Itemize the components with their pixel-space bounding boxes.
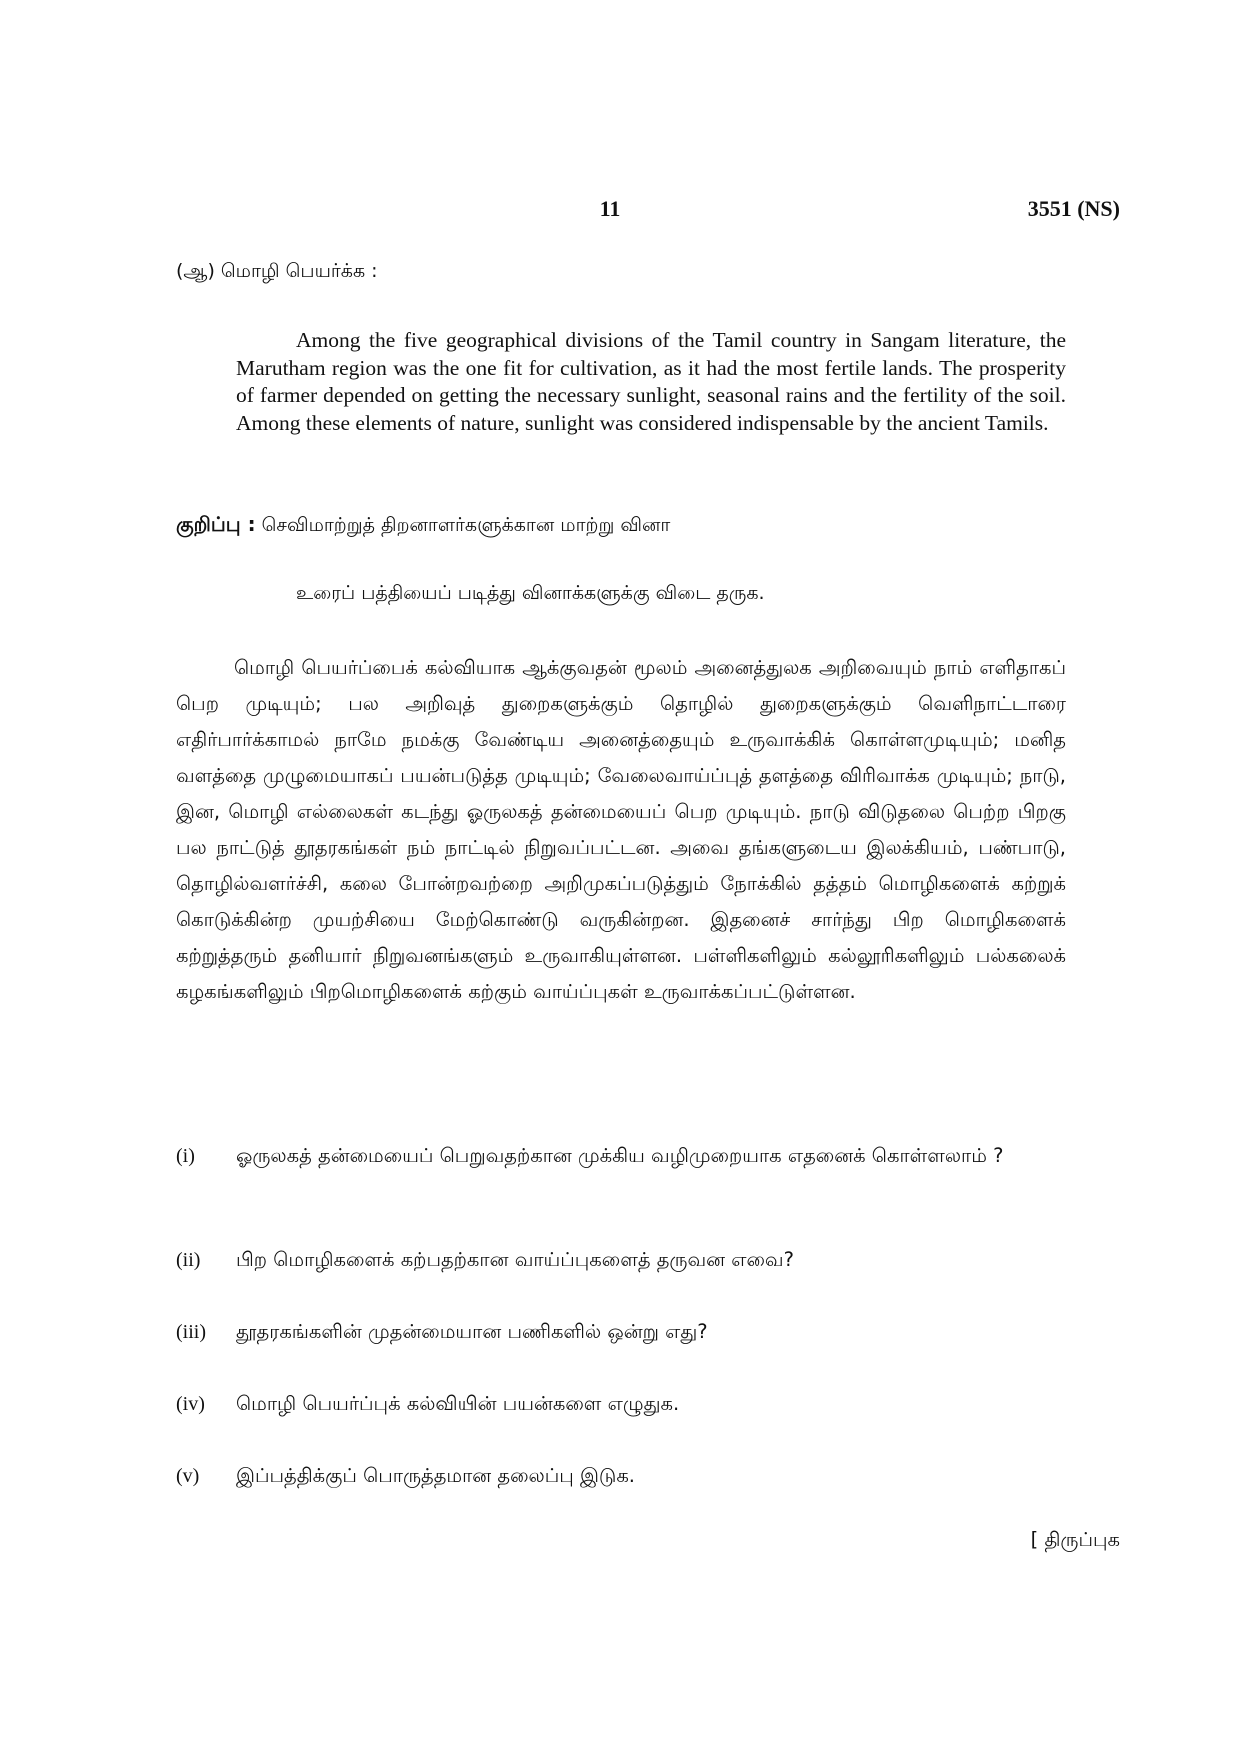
tamil-passage: மொழி பெயர்ப்பைக் கல்வியாக ஆக்குவதன் மூலம் அனைத்துலக அறிவையும் நாம் எளிதாகப் பெற முடியும்; பல அறிவுத் துறைகளுக்கும் தொழில் துறைகளுக்கும் வெளிநாட்டாரை எதிர்பார்க்காமல் நாமே நமக்கு வேண்டிய அனைத்தையும் உருவாக்கிக் கொள்ளமுடியும்; மனித வளத்தை முழுமையாகப் பயன்படுத்த முடியும்; வேலைவாய்ப்புத் தளத்தை விரிவாக்க முடியும்; நாடு, இன, மொழி எல்லைகள் கடந்து ஓருலகத் தன்மையைப் பெற முடியும். நாடு விடுதலை பெற்ற பிறகு பல நாட்டுத் தூதரகங்கள் நம் நாட்டில் நிறுவப்பட்டன. அவை தங்களுடைய இலக்கியம், பண்பாடு, தொழில்வளர்ச்சி, கலை போன்றவற்றை அறிமுகப்படுத்தும் நோக்கில் தத்தம் மொழிகளைக் கற்றுக் கொடுக்கின்ற முயற்சியை மேற்கொண்டு வருகின்றன. இதனைச் சார்ந்து பிற மொழிகளைக் கற்றுத்தரும் தனியார் நிறுவனங்களும் உருவாகியுள்ளன. பள்ளிகளிலும் கல்லூரிகளிலும் பல்கலைக் கழகங்களிலும் பிறமொழிகளைக் கற்கும் வாய்ப்புகள் உருவாக்கப்பட்டுள்ளன.: [176, 656, 1066, 1003]
question-text: தூதரகங்களின் முதன்மையான பணிகளில் ஒன்று எது?: [236, 1320, 708, 1343]
question-number: (iv): [176, 1393, 205, 1415]
instruction-text: உரைப் பத்தியைப் படித்து வினாக்களுக்கு விடை தருக.: [296, 582, 765, 604]
section-heading: (ஆ) மொழி பெயர்க்க :: [176, 260, 378, 282]
english-passage: Among the five geographical divisions of the Tamil country in Sangam literature, the Marutham region was the one fit for cultivation, as it had the most fertile lands. The prosperity of farmer depended on getting the necessary sunlight, seasonal rains and the fertility of the soil. Among these elements of nature, sunlight was considered indispensable by the ancient Tamils.: [236, 328, 1066, 435]
question-number: (ii): [176, 1249, 201, 1271]
note-line: [176, 512, 670, 539]
question-text: ஓருலகத் தன்மையைப் பெறுவதற்கான முக்கிய வழிமுறையாக எதனைக் கொள்ளலாம் ?: [236, 1144, 1004, 1167]
note-text: செவிமாற்றுத் திறனாளர்களுக்கான மாற்று வினா: [261, 514, 671, 536]
question-item: [176, 1386, 1066, 1422]
paper-code: 3551 (NS): [1027, 196, 1120, 221]
question-item: [176, 1314, 1066, 1350]
question-item: [176, 1242, 1066, 1278]
question-number: (v): [176, 1465, 200, 1487]
turn-over-note: [ திருப்புக: [1030, 1528, 1120, 1551]
question-text: பிற மொழிகளைக் கற்பதற்கான வாய்ப்புகளைத் தருவன எவை?: [236, 1248, 794, 1271]
question-text: மொழி பெயர்ப்புக் கல்வியின் பயன்களை எழுதுக.: [236, 1392, 680, 1415]
note-label: குறிப்பு :: [176, 512, 256, 536]
page-number: 11: [599, 196, 621, 221]
question-item: [176, 1458, 1066, 1494]
question-text: இப்பத்திக்குப் பொருத்தமான தலைப்பு இடுக.: [236, 1464, 636, 1487]
question-number: (i): [176, 1145, 195, 1167]
question-item: [176, 1138, 1066, 1174]
question-number: (iii): [176, 1321, 206, 1343]
